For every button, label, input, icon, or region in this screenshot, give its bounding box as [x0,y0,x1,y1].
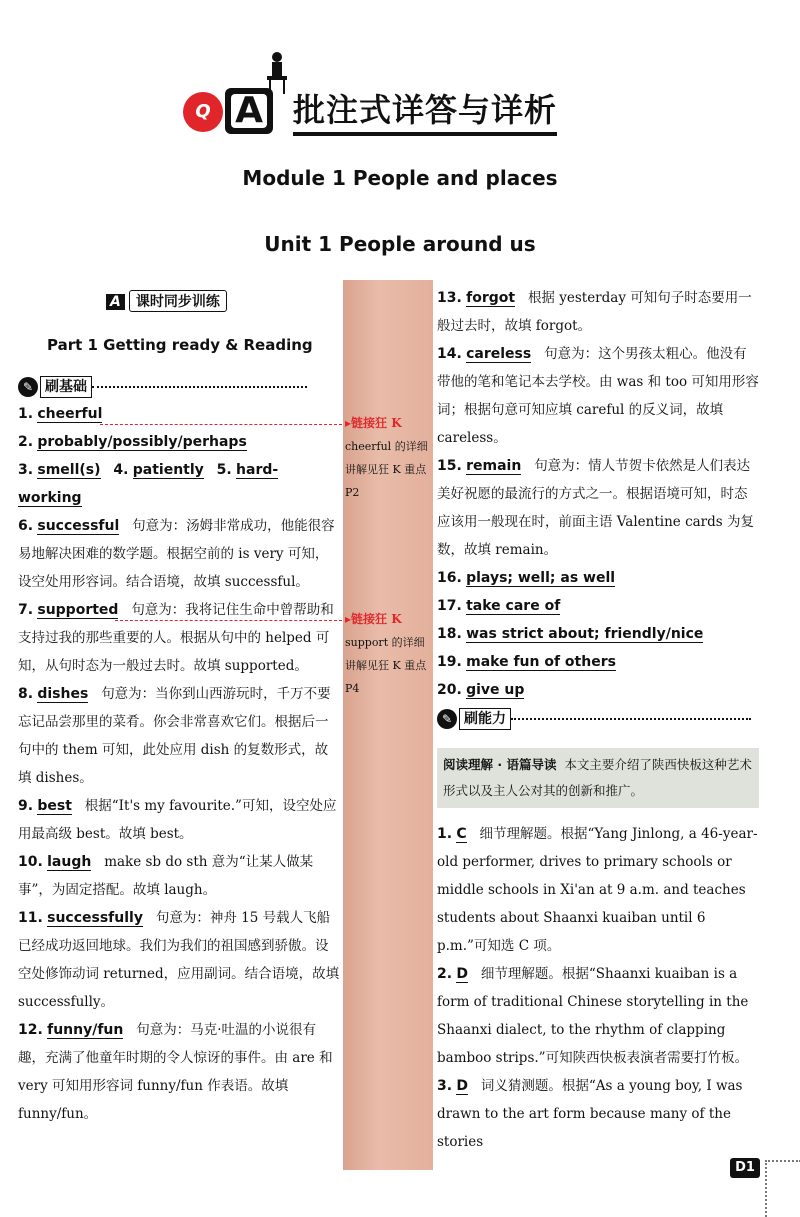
part-title: Part 1 Getting ready & Reading [47,336,313,354]
divider [511,718,751,720]
answer-item: 6. successful 句意为：汤姆非常成功，他能很容易地解决困难的数学题。根据空前的 is very 可知，设空处用形容词。结合语境，故填 successful。 [18,518,335,590]
page-number: D1 [730,1158,760,1178]
answer-item: 2. D 细节理解题。根据“Shaanxi kuaiban is a form of traditional Chinese storytelling in the Shaanxi dialect, to the rhythm of clapping bamboo strips.”可知陕西快板表演者需要打竹板。 [437,966,749,1066]
answer-item: 19. make fun of others [437,654,616,670]
answer-item: 13. forgot 根据 yesterday 可知句子时态要用一般过去时，故填 forgot。 [437,290,752,334]
a-bubble-icon: A [225,88,273,134]
answer-item: 16. plays; well; as well [437,570,616,586]
answer-item: 1. C 细节理解题。根据“Yang Jinlong, a 46-year-old performer, drives to primary schools or middle schools in Xi'an at 9 a.m. and teaches students about Shaanxi kuaiban until 6 p.m.”可知选 C 项。 [437,826,758,954]
unit-title: Unit 1 People around us [264,232,536,256]
figure-icon [262,50,292,94]
link-arrow [115,620,342,621]
reading-intro: 阅读理解 · 语篇导读 本文主要介绍了陕西快板这种艺术形式以及主人公对其的创新和推广。 [437,748,759,808]
answer-item: 3. D 词义猜测题。根据“As a young boy, I was drawn to the art form because many of the stories [437,1078,743,1150]
link-label: ▸链接狂 K [345,416,402,430]
answer-item: 1. cheerful [18,406,103,422]
section-badge: A [106,294,125,310]
module-title: Module 1 People and places [242,166,558,190]
answer-item: 2. probably/possibly/perhaps [18,434,247,450]
link-arrow [100,424,342,425]
answer-item: 20. give up [437,682,525,698]
answer-item: 10. laugh make sb do sth 意为“让某人做某事”，为固定搭配。故填 laugh。 [18,854,314,898]
pen-icon: ✎ [437,709,457,729]
answer-item: 15. remain 句意为：情人节贺卡依然是人们表达美好祝愿的最流行的方式之一。根据语境可知，时态应该用一般现在时，前面主语 Valentine cards 为复数，故填 remain。 [437,458,754,558]
section-label: 课时同步训练 [129,290,227,312]
answer-item: 18. was strict about; friendly/nice [437,626,704,642]
answer-item: 17. take care of [437,598,561,614]
banner-title: 批注式详答与详析 [293,88,557,136]
divider [92,386,307,388]
section-sync-heading [106,290,227,312]
ability-heading: ✎ 刷能力 [437,704,759,732]
link-label: ▸链接狂 K [345,612,402,626]
answer-item: 14. careless 句意为：这个男孩太粗心。他没有带他的笔和笔记本去学校。由 was 和 too 可知用形容词；根据句意可知应填 careful 的反义词，故填 careless。 [437,346,759,446]
answer-item: 11. successfully 句意为：神舟 15 号载人飞船已经成功返回地球。我们为我们的祖国感到骄傲。设空处修饰动词 returned，应用副词。结合语境，故填 successfully。 [18,910,340,1010]
answer-item: 8. dishes 句意为：当你到山西游玩时，千万不要忘记品尝那里的菜肴。你会非常喜欢它们。根据后一句中的 them 可知，此处应用 dish 的复数形式，故填 dishes。 [18,686,331,786]
answer-item: 12. funny/fun 句意为：马克·吐温的小说很有趣，充满了他童年时期的令人惊讶的事件。由 are 和 very 可知用形容词 funny/fun 作表语。故填 funny/fun。 [18,1022,333,1122]
basic-heading: ✎ 刷基础 [18,372,340,400]
answer-item: 7. supported 句意为：我将记住生命中曾帮助和支持过我的那些重要的人。根据从句中的 helped 可知，从句时态为一般过去时。故填 supported。 [18,602,334,674]
page-corner [765,1160,800,1217]
header-banner [183,88,585,138]
side-note: ▸链接狂 K cheerful 的详细讲解见狂 K 重点 P2 [345,412,433,504]
answer-item: 9. best 根据“It's my favourite.”可知，设空处应用最高级 best。故填 best。 [18,798,337,842]
reading-answers [437,820,759,1156]
right-column [437,284,759,732]
q-bubble-icon: Q [183,92,223,132]
answer-item: 3. smell(s) 4. patiently 5. hard-working [18,462,279,506]
pen-icon: ✎ [18,377,38,397]
left-column [18,372,340,1128]
side-note: ▸链接狂 K support 的详细讲解见狂 K 重点 P4 [345,608,433,700]
